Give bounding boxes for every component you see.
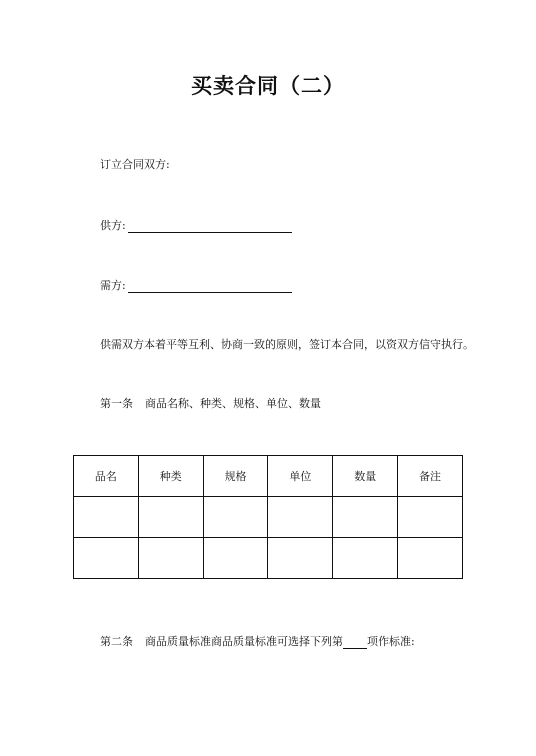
article2-blank[interactable] bbox=[343, 636, 367, 649]
table-cell[interactable] bbox=[203, 497, 268, 538]
table-cell[interactable] bbox=[333, 497, 398, 538]
header-cell-type: 种类 bbox=[138, 456, 203, 497]
table-row bbox=[74, 497, 463, 538]
article1-title: 商品名称、种类、规格、单位、数量 bbox=[145, 397, 321, 410]
table-cell[interactable] bbox=[74, 538, 139, 579]
goods-table-header-row bbox=[74, 456, 463, 497]
table-cell[interactable] bbox=[138, 538, 203, 579]
article2-line bbox=[100, 635, 415, 649]
header-cell-unit: 单位 bbox=[268, 456, 333, 497]
table-cell[interactable] bbox=[398, 538, 463, 579]
table-cell[interactable] bbox=[333, 538, 398, 579]
supplier-label: 供方: bbox=[100, 219, 126, 232]
header-cell-name: 品名 bbox=[74, 456, 139, 497]
buyer-label: 需方: bbox=[100, 279, 126, 292]
article2-number: 第二条 bbox=[100, 635, 133, 648]
article1-number: 第一条 bbox=[100, 397, 133, 410]
principle-text: 供需双方本着平等互利、协商一致的原则，签订本合同，以资双方信守执行。 bbox=[100, 338, 474, 351]
header-cell-quantity: 数量 bbox=[333, 456, 398, 497]
article2-text: 商品质量标准商品质量标准可选择下列第 bbox=[145, 635, 343, 648]
supplier-line bbox=[100, 219, 292, 233]
table-cell[interactable] bbox=[268, 538, 333, 579]
parties-intro: 订立合同双方: bbox=[100, 158, 170, 171]
table-cell[interactable] bbox=[398, 497, 463, 538]
table-cell[interactable] bbox=[74, 497, 139, 538]
header-cell-remarks: 备注 bbox=[398, 456, 463, 497]
buyer-line bbox=[100, 279, 292, 293]
table-cell[interactable] bbox=[268, 497, 333, 538]
article1-heading bbox=[100, 397, 321, 411]
goods-table bbox=[73, 455, 463, 579]
table-cell[interactable] bbox=[203, 538, 268, 579]
article2-text-end: 项作标准: bbox=[367, 635, 415, 648]
document-title: 买卖合同（二） bbox=[191, 74, 345, 98]
header-cell-spec: 规格 bbox=[203, 456, 268, 497]
buyer-blank[interactable] bbox=[128, 280, 292, 293]
table-cell[interactable] bbox=[138, 497, 203, 538]
supplier-blank[interactable] bbox=[128, 220, 292, 233]
table-row bbox=[74, 538, 463, 579]
